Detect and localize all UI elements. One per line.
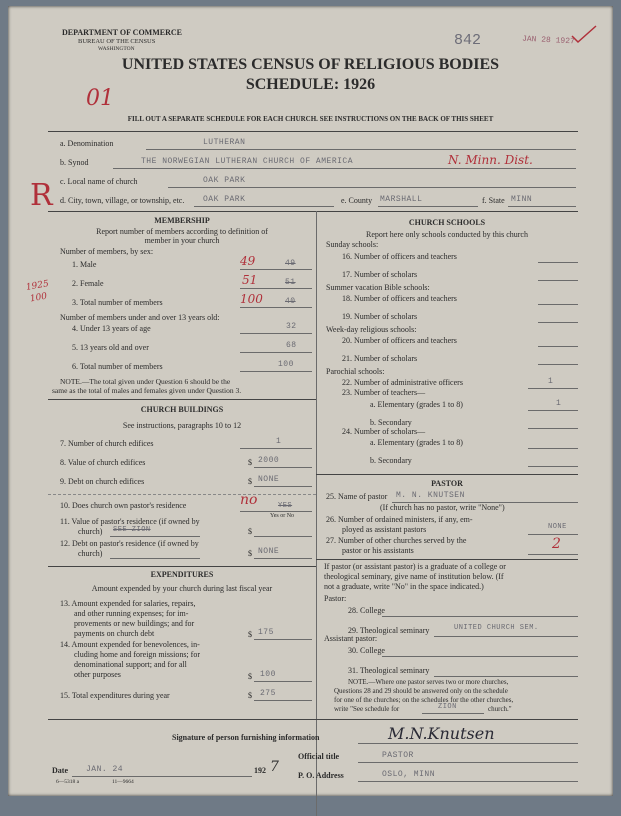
- divider: [48, 131, 578, 132]
- divider: [48, 211, 578, 212]
- q18-label: 18. Number of officers and teachers: [342, 294, 457, 303]
- underline: [240, 269, 312, 270]
- q28-label: 28. College: [348, 606, 385, 615]
- q14-label: 14. Amount expended for benevolences, in-: [60, 640, 200, 649]
- county-value: MARSHALL: [380, 195, 423, 204]
- q7-label: 7. Number of church edifices: [60, 439, 154, 448]
- q5-value: 68: [286, 341, 297, 350]
- q27-label: 27. Number of other churches served by the: [326, 536, 467, 545]
- pastor-sub-label: Pastor:: [324, 594, 347, 603]
- underline: [254, 536, 312, 537]
- membership-note: same as the total of males and females given under Question 3.: [52, 386, 242, 395]
- underline: [528, 554, 578, 555]
- sunday-label: Sunday schools:: [326, 240, 379, 249]
- q26-label: 26. Number of ordained ministers, if any, em-: [326, 515, 473, 524]
- address-value: OSLO, MINN: [382, 770, 436, 779]
- expenditures-sub: Amount expended by your church during last fiscal year: [91, 584, 273, 593]
- q12-value: NONE: [258, 547, 280, 556]
- q2-hand-value: 51: [242, 273, 258, 287]
- q21-label: 21. Number of scholars: [342, 354, 418, 363]
- expenditures-title: EXPENDITURES: [150, 570, 214, 579]
- membership-intro: Report number of members according to definition of: [96, 227, 268, 236]
- divider: [316, 474, 578, 475]
- underline: [378, 206, 478, 207]
- assistant-sub-label: Assistant pastor:: [324, 634, 378, 643]
- underline: [254, 558, 312, 559]
- divider: [48, 566, 316, 567]
- q4-value: 32: [286, 322, 297, 331]
- date-label: Date: [52, 766, 68, 775]
- parochial-label: Parochial schools:: [326, 367, 385, 376]
- signature: M.N.Knutsen: [388, 724, 495, 743]
- official-title-label: Official title: [298, 752, 340, 761]
- q26-value: NONE: [548, 523, 567, 531]
- city-label: WASHINGTON: [98, 46, 135, 52]
- pastor-note: church.": [488, 705, 512, 713]
- age-intro: Number of members under and over 13 years old:: [60, 313, 220, 322]
- q5-label: 5. 13 years old and over: [72, 343, 149, 352]
- q10-typed-value: YES: [278, 502, 293, 510]
- city-label: d. City, town, village, or township, etc.: [60, 196, 185, 205]
- schedule-number: 842: [454, 32, 482, 49]
- q8-label: 8. Value of church edifices: [60, 458, 146, 467]
- q9-value: NONE: [258, 475, 280, 484]
- synod-value: THE NORWEGIAN LUTHERAN CHURCH OF AMERICA: [141, 157, 354, 166]
- pastor-note: Questions 28 and 29 should be answered only on the schedule: [334, 687, 508, 695]
- q24b-label: b. Secondary: [370, 456, 412, 465]
- divider: [48, 719, 578, 720]
- q14-value: 100: [260, 670, 276, 679]
- year-label: 192: [254, 766, 266, 775]
- check-mark-icon: [570, 24, 598, 46]
- underline: [358, 762, 578, 763]
- margin-calc: 1925: [25, 279, 50, 293]
- q3-label: 3. Total number of members: [72, 298, 163, 307]
- q13-label: payments on church debt: [74, 629, 155, 638]
- county-label: e. County: [341, 196, 373, 205]
- grad-note: not a graduate, write "No" in the space indicated.): [324, 582, 484, 591]
- pastor-note: NOTE.—Where one pastor serves two or more churches,: [348, 678, 509, 686]
- underline: [528, 428, 578, 429]
- q12-label: 12. Debt on pastor's residence (if owned by: [60, 539, 199, 548]
- local-name-label: c. Local name of church: [60, 177, 138, 186]
- pastor-note: for one of the churches; on the schedules for the other churches,: [334, 696, 514, 704]
- q4-label: 4. Under 13 years of age: [72, 324, 151, 333]
- date-value: JAN. 24: [86, 765, 124, 774]
- schools-intro: Report here only schools conducted by this church: [366, 230, 528, 239]
- underline: [254, 639, 312, 640]
- q13-label: 13. Amount expended for salaries, repairs,: [60, 599, 196, 608]
- q24a-label: a. Elementary (grades 1 to 8): [370, 438, 463, 447]
- underline: [528, 388, 578, 389]
- underline: [382, 656, 578, 657]
- underline: [508, 206, 576, 207]
- dollar-sign: $: [248, 672, 252, 681]
- underline: [110, 536, 200, 537]
- buildings-sub: See instructions, paragraphs 10 to 12: [122, 421, 242, 430]
- form-code: 11—9664: [112, 779, 134, 785]
- city-value: OAK PARK: [203, 195, 246, 204]
- pastor-name-value: M. N. KNUTSEN: [396, 491, 465, 500]
- underline: [254, 700, 312, 701]
- q23a-label: a. Elementary (grades 1 to 8): [370, 400, 463, 409]
- divider: [316, 559, 578, 560]
- state-value: MINN: [511, 195, 533, 204]
- q1-hand-value: 49: [240, 254, 256, 268]
- weekday-label: Week-day religious schools:: [326, 325, 417, 334]
- underline: [358, 781, 578, 782]
- underline: [113, 168, 576, 169]
- q11-typed-value: SEE ZION: [113, 526, 151, 534]
- underline: [422, 713, 484, 714]
- by-sex-label: Number of members, by sex:: [60, 247, 154, 256]
- q15-label: 15. Total expenditures during year: [60, 691, 170, 700]
- underline: [538, 262, 578, 263]
- address-label: P. O. Address: [298, 771, 344, 780]
- q12-label: church): [78, 549, 103, 558]
- underline: [358, 743, 578, 744]
- underline: [240, 352, 312, 353]
- q7-value: 1: [276, 437, 282, 446]
- q13-label: provements or new buildings; and for: [74, 619, 195, 628]
- underline: [382, 616, 578, 617]
- state-label: f. State: [482, 196, 505, 205]
- underline: [434, 636, 578, 637]
- see-schedule-value: ZION: [438, 703, 457, 711]
- synod-district-hand: N. Minn. Dist.: [448, 153, 533, 167]
- underline: [538, 322, 578, 323]
- underline: [168, 187, 576, 188]
- underline: [240, 288, 312, 289]
- underline: [538, 304, 578, 305]
- underline: [254, 486, 312, 487]
- q31-label: 31. Theological seminary: [348, 666, 430, 675]
- q17-label: 17. Number of scholars: [342, 270, 418, 279]
- q10-hand-value: no: [240, 492, 258, 508]
- buildings-title: CHURCH BUILDINGS: [140, 405, 224, 414]
- q26-label: ployed as assistant pastors: [342, 525, 427, 534]
- underline: [254, 681, 312, 682]
- q27-value: 2: [552, 536, 561, 552]
- dollar-sign: $: [248, 477, 252, 486]
- q19-label: 19. Number of scholars: [342, 312, 418, 321]
- underline: [240, 333, 312, 334]
- q1-typed-value: 49: [285, 259, 296, 268]
- underline: [538, 346, 578, 347]
- schedule-title: SCHEDULE: 1926: [245, 76, 376, 93]
- q27-label: pastor or his assistants: [342, 546, 414, 555]
- dollar-sign: $: [248, 458, 252, 467]
- underline: [254, 467, 312, 468]
- q14-label: denominational support; and for all: [74, 660, 187, 669]
- handwritten-number: 01: [86, 86, 114, 111]
- dollar-sign: $: [248, 630, 252, 639]
- q24-label: 24. Number of scholars—: [342, 427, 426, 436]
- q20-label: 20. Number of officers and teachers: [342, 336, 457, 345]
- q2-typed-value: 51: [285, 278, 296, 287]
- schools-title: CHURCH SCHOOLS: [408, 218, 486, 227]
- underline: [434, 676, 578, 677]
- margin-mark: R: [30, 178, 53, 213]
- underline: [110, 558, 200, 559]
- dept-label: DEPARTMENT OF COMMERCE: [62, 28, 183, 37]
- divider: [48, 399, 316, 400]
- underline: [194, 206, 334, 207]
- membership-title: MEMBERSHIP: [154, 216, 210, 225]
- denomination-label: a. Denomination: [60, 139, 114, 148]
- q14-label: other purposes: [74, 670, 121, 679]
- q6-value: 100: [278, 360, 294, 369]
- pastor-note: write "See schedule for: [334, 705, 400, 713]
- q25-note: (If church has no pastor, write "None"): [380, 503, 505, 512]
- q23a-value: 1: [556, 399, 562, 408]
- q25-label: 25. Name of pastor: [326, 492, 388, 501]
- underline: [72, 776, 252, 777]
- synod-label: b. Synod: [60, 158, 89, 167]
- vacation-label: Summer vacation Bible schools:: [326, 283, 430, 292]
- q9-label: 9. Debt on church edifices: [60, 477, 145, 486]
- underline: [240, 448, 312, 449]
- yes-or-no-hint: Yes or No: [270, 513, 295, 519]
- underline: [528, 466, 578, 467]
- form-instruction: FILL OUT A SEPARATE SCHEDULE FOR EACH CHURCH. SEE INSTRUCTIONS ON THE BACK OF THIS SHEET: [127, 115, 494, 123]
- dollar-sign: $: [248, 549, 252, 558]
- signature-label: Signature of person furnishing information: [172, 733, 320, 742]
- underline: [240, 371, 312, 372]
- q13-label: and other running expenses; for im-: [74, 609, 189, 618]
- grad-note: theological seminary, give name of institution below. (If: [324, 572, 504, 581]
- q13-value: 175: [258, 628, 274, 637]
- q16-label: 16. Number of officers and teachers: [342, 252, 457, 261]
- underline: [528, 448, 578, 449]
- year-hand: 7: [270, 759, 279, 775]
- pastor-title: PASTOR: [431, 479, 463, 488]
- q15-value: 275: [260, 689, 276, 698]
- q6-label: 6. Total number of members: [72, 362, 163, 371]
- q30-label: 30. College: [348, 646, 385, 655]
- q29-value: UNITED CHURCH SEM.: [454, 624, 539, 632]
- underline: [538, 364, 578, 365]
- dollar-sign: $: [248, 527, 252, 536]
- q3-hand-value: 100: [240, 292, 263, 306]
- underline: [240, 307, 312, 308]
- local-name-value: OAK PARK: [203, 176, 246, 185]
- form-code: 6—5318 a: [56, 779, 80, 785]
- q23b-label: b. Secondary: [370, 418, 412, 427]
- divider: [48, 494, 316, 495]
- dollar-sign: $: [248, 691, 252, 700]
- census-schedule-form: [8, 6, 613, 796]
- underline: [528, 534, 578, 535]
- grad-note: If pastor (or assistant pastor) is a graduate of a college or: [324, 562, 506, 571]
- bureau-label: BUREAU OF THE CENSUS: [78, 38, 156, 45]
- q3-typed-value: 40: [285, 297, 296, 306]
- q29-label: 29. Theological seminary: [348, 626, 430, 635]
- membership-note: NOTE.—The total given under Question 6 should be the: [60, 377, 231, 386]
- underline: [146, 149, 576, 150]
- q8-value: 2000: [258, 456, 280, 465]
- q23-label: 23. Number of teachers—: [342, 388, 426, 397]
- official-title-value: PASTOR: [382, 751, 414, 760]
- q2-label: 2. Female: [72, 279, 104, 288]
- underline: [538, 280, 578, 281]
- q11-label: 11. Value of pastor's residence (if owned by: [60, 517, 200, 526]
- denomination-value: LUTHERAN: [203, 138, 246, 147]
- received-stamp: JAN 28 1927: [521, 34, 576, 47]
- q1-label: 1. Male: [72, 260, 97, 269]
- q14-label: cluding home and foreign missions; for: [74, 650, 200, 659]
- q22-value: 1: [548, 377, 554, 386]
- q22-label: 22. Number of administrative officers: [342, 378, 463, 387]
- underline: [528, 410, 578, 411]
- margin-calc: 100: [29, 291, 48, 305]
- column-divider: [316, 211, 317, 816]
- q11-label: church): [78, 527, 103, 536]
- q10-label: 10. Does church own pastor's residence: [60, 501, 187, 510]
- form-title: UNITED STATES CENSUS OF RELIGIOUS BODIES: [121, 56, 500, 73]
- membership-intro: member in your church: [144, 236, 220, 245]
